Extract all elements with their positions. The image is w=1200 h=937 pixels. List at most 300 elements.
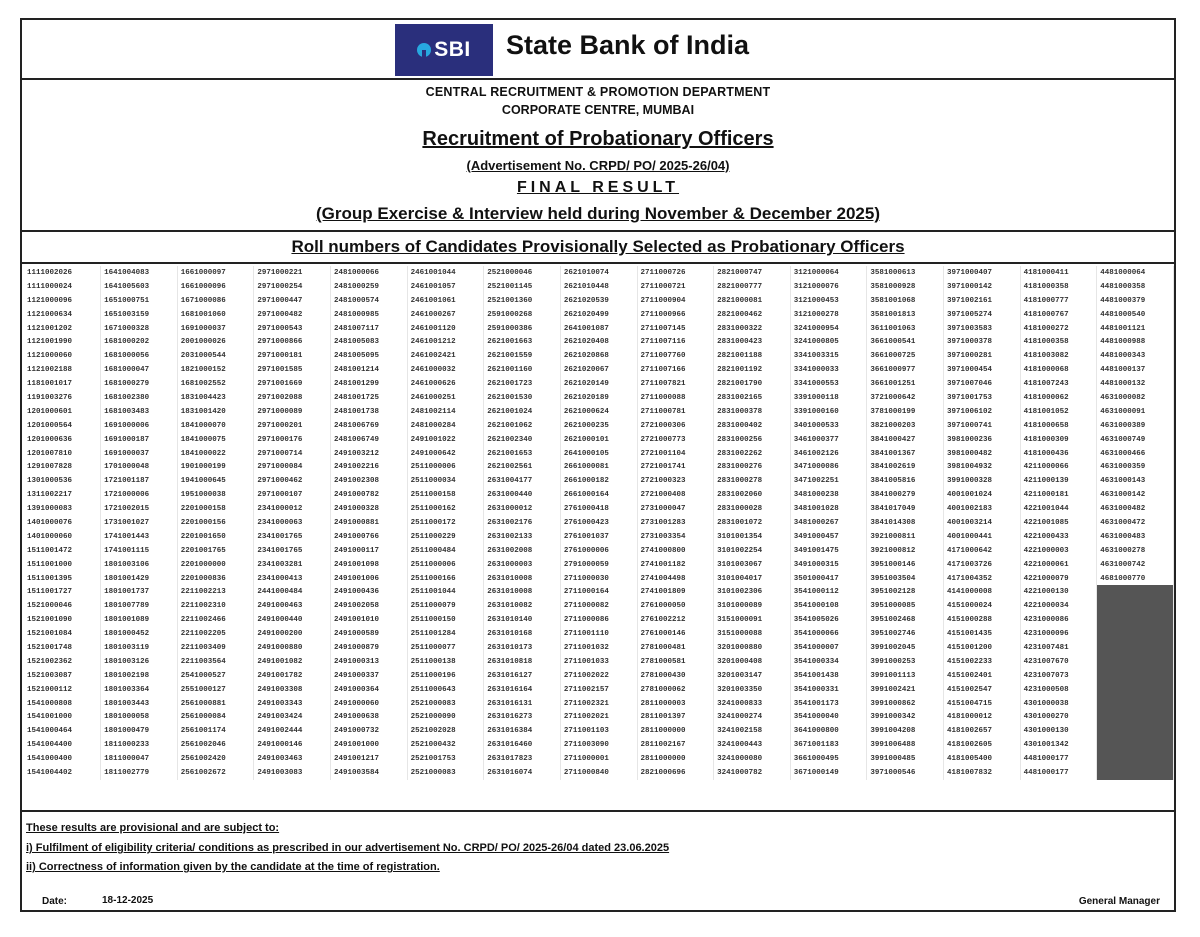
roll-number-cell: 2201001765 xyxy=(177,544,254,558)
roll-number-cell: 2621001530 xyxy=(484,391,561,405)
roll-number-cell: 2721001104 xyxy=(637,447,714,461)
roll-number-cell: 1841000075 xyxy=(177,433,254,447)
roll-number-cell: 3661001251 xyxy=(867,377,944,391)
roll-number-cell: 2621001559 xyxy=(484,349,561,363)
roll-number-cell: 3461002126 xyxy=(790,447,867,461)
table-row xyxy=(24,391,1174,405)
roll-number-cell: 2461001120 xyxy=(407,322,484,336)
roll-number-cell: 4481000177 xyxy=(1020,766,1097,780)
roll-number-cell: 2511000196 xyxy=(407,669,484,683)
roll-number-cell: 4301001342 xyxy=(1020,738,1097,752)
roll-number-cell: 3201000408 xyxy=(714,655,791,669)
roll-number-cell: 2511000643 xyxy=(407,683,484,697)
roll-number-cell: 3541000040 xyxy=(790,711,867,725)
roll-number-cell: 4481000540 xyxy=(1097,308,1174,322)
roll-number-cell: 2821001192 xyxy=(714,363,791,377)
roll-number-cell: 1511001000 xyxy=(24,558,101,572)
roll-number-cell: 2621002561 xyxy=(484,460,561,474)
roll-number-cell: 1801000452 xyxy=(101,627,178,641)
table-row xyxy=(24,419,1174,433)
roll-number-cell: 2791000059 xyxy=(560,558,637,572)
roll-number-cell: 2631016460 xyxy=(484,738,561,752)
roll-number-cell: 2521001360 xyxy=(484,294,561,308)
roll-number-cell: 2481002114 xyxy=(407,405,484,419)
department-name: CENTRAL RECRUITMENT & PROMOTION DEPARTMENT xyxy=(425,85,771,99)
roll-number-cell: 2711007166 xyxy=(637,363,714,377)
roll-number-cell: 3971000281 xyxy=(944,349,1021,363)
roll-number-cell: 4001000441 xyxy=(944,530,1021,544)
roll-number-cell: 2641001087 xyxy=(560,322,637,336)
roll-number-cell: 3491001475 xyxy=(790,544,867,558)
result-document xyxy=(20,18,1176,912)
roll-number-cell: 4481001121 xyxy=(1097,322,1174,336)
roll-number-cell: 3241002158 xyxy=(714,724,791,738)
roll-number-cell: 3201000880 xyxy=(714,641,791,655)
roll-number-cell: 2761000418 xyxy=(560,502,637,516)
roll-number-cell: 1941000645 xyxy=(177,474,254,488)
advertisement-number: (Advertisement No. CRPD/ PO/ 2025-26/04) xyxy=(466,158,730,173)
roll-number-cell: 2481001725 xyxy=(331,391,408,405)
roll-number-cell: 1841000070 xyxy=(177,419,254,433)
roll-number-cell: 3541001438 xyxy=(790,669,867,683)
roll-number-cell: 1681002380 xyxy=(101,391,178,405)
roll-number-cell: 1721002015 xyxy=(101,502,178,516)
roll-number-cell: 2971000107 xyxy=(254,488,331,502)
roll-number-cell: 2711001103 xyxy=(560,724,637,738)
roll-number-cell: 1511001472 xyxy=(24,544,101,558)
roll-number-cell: 3541001173 xyxy=(790,697,867,711)
roll-number-cell: 2631010082 xyxy=(484,599,561,613)
roll-number-cell: 4631000483 xyxy=(1097,530,1174,544)
roll-number-cell: 2971000482 xyxy=(254,308,331,322)
roll-number-cell: 2201000156 xyxy=(177,516,254,530)
roll-number-cell: 3971000142 xyxy=(944,280,1021,294)
roll-number-cell: 2481000985 xyxy=(331,308,408,322)
roll-number-cell: 4181001052 xyxy=(1020,405,1097,419)
roll-number-cell: 2491000146 xyxy=(254,738,331,752)
roll-number-cell: 2831000028 xyxy=(714,502,791,516)
roll-number-cell: 2341001765 xyxy=(254,544,331,558)
roll-number-cell: 3921000812 xyxy=(867,544,944,558)
roll-number-cell: 2481001299 xyxy=(331,377,408,391)
roll-number-cell: 2831002060 xyxy=(714,488,791,502)
roll-number-cell: 3971002161 xyxy=(944,294,1021,308)
roll-number-cell: 2721000306 xyxy=(637,419,714,433)
roll-number-cell: 2971000176 xyxy=(254,433,331,447)
provisional-note: These results are provisional and are subject to: xyxy=(26,822,280,834)
recruitment-title: Recruitment of Probationary Officers xyxy=(422,128,774,150)
roll-number-cell: 4001001024 xyxy=(944,488,1021,502)
table-row xyxy=(24,447,1174,461)
roll-number-cell: 2621020539 xyxy=(560,294,637,308)
roll-number-cell: 4221000034 xyxy=(1020,599,1097,613)
table-row xyxy=(24,655,1174,669)
roll-number-cell: 3991000342 xyxy=(867,711,944,725)
roll-number-cell: 3391000118 xyxy=(790,391,867,405)
roll-number-table xyxy=(24,266,1174,780)
roll-number-cell: 2461001061 xyxy=(407,294,484,308)
roll-number-cell: 4631000389 xyxy=(1097,419,1174,433)
roll-number-cell: 3991000253 xyxy=(867,655,944,669)
roll-number-cell: 2631002176 xyxy=(484,516,561,530)
roll-number-cell: 2811000003 xyxy=(637,697,714,711)
roll-number-cell: 3341003315 xyxy=(790,349,867,363)
roll-number-cell: 4181000012 xyxy=(944,711,1021,725)
roll-number-cell: 4631000082 xyxy=(1097,391,1174,405)
roll-number-cell: 4151001435 xyxy=(944,627,1021,641)
roll-number-cell: 3101000089 xyxy=(714,599,791,613)
roll-number-cell: 4631000749 xyxy=(1097,433,1174,447)
roll-number-cell: 2971000866 xyxy=(254,335,331,349)
roll-number-cell: 3951002468 xyxy=(867,613,944,627)
roll-number-cell: 4181000436 xyxy=(1020,447,1097,461)
roll-number-cell: 2491000642 xyxy=(407,447,484,461)
blank-cell xyxy=(1097,738,1174,752)
roll-number-cell: 2491000782 xyxy=(331,488,408,502)
roll-number-cell: 3541005026 xyxy=(790,613,867,627)
roll-number-cell: 3541000331 xyxy=(790,683,867,697)
roll-number-cell: 2971000543 xyxy=(254,322,331,336)
roll-number-cell: 2831000256 xyxy=(714,433,791,447)
roll-number-cell: 2341000012 xyxy=(254,502,331,516)
roll-number-cell: 3841000279 xyxy=(867,488,944,502)
roll-number-cell: 3541000108 xyxy=(790,599,867,613)
roll-number-cell: 3971007046 xyxy=(944,377,1021,391)
roll-number-cell: 2491000364 xyxy=(331,683,408,697)
roll-number-cell: 2511000229 xyxy=(407,530,484,544)
roll-number-cell: 3501000417 xyxy=(790,572,867,586)
roll-number-cell: 3241000080 xyxy=(714,752,791,766)
roll-number-cell: 3971000741 xyxy=(944,419,1021,433)
roll-number-cell: 4181000062 xyxy=(1020,391,1097,405)
roll-number-cell: 2971000221 xyxy=(254,266,331,280)
roll-number-cell: 1691000006 xyxy=(101,419,178,433)
roll-number-cell: 2761000423 xyxy=(560,516,637,530)
roll-number-cell: 2491000440 xyxy=(254,613,331,627)
roll-number-cell: 1521001090 xyxy=(24,613,101,627)
roll-number-cell: 2621001160 xyxy=(484,363,561,377)
roll-number-cell: 1521002362 xyxy=(24,655,101,669)
roll-number-cell: 1741001115 xyxy=(101,544,178,558)
roll-number-cell: 2971000714 xyxy=(254,447,331,461)
roll-number-cell: 2341001765 xyxy=(254,530,331,544)
roll-number-cell: 1401000076 xyxy=(24,516,101,530)
roll-number-cell: 2511000158 xyxy=(407,488,484,502)
roll-number-cell: 4141000008 xyxy=(944,585,1021,599)
roll-number-cell: 1121002188 xyxy=(24,363,101,377)
roll-number-cell: 3671000149 xyxy=(790,766,867,780)
roll-number-cell: 1121000096 xyxy=(24,294,101,308)
roll-number-cell: 1801007789 xyxy=(101,599,178,613)
roll-number-cell: 3991002045 xyxy=(867,641,944,655)
roll-number-cell: 2741004498 xyxy=(637,572,714,586)
roll-number-cell: 2971000447 xyxy=(254,294,331,308)
roll-number-cell: 3991000862 xyxy=(867,697,944,711)
roll-number-cell: 1681002552 xyxy=(177,377,254,391)
roll-number-cell: 3341000033 xyxy=(790,363,867,377)
roll-number-cell: 1951000038 xyxy=(177,488,254,502)
roll-number-cell: 2711000966 xyxy=(637,308,714,322)
roll-number-cell: 2491003424 xyxy=(254,711,331,725)
roll-number-cell: 2711000086 xyxy=(560,613,637,627)
final-result-heading: FINAL RESULT xyxy=(516,179,680,196)
roll-number-cell: 2491000200 xyxy=(254,627,331,641)
roll-number-cell: 1181001017 xyxy=(24,377,101,391)
roll-number-cell: 3121000064 xyxy=(790,266,867,280)
roll-number-cell: 3581000928 xyxy=(867,280,944,294)
table-row xyxy=(24,516,1174,530)
roll-number-cell: 2631000440 xyxy=(484,488,561,502)
roll-number-cell: 2631016127 xyxy=(484,669,561,683)
roll-number-cell: 2711000030 xyxy=(560,572,637,586)
roll-number-cell: 2341000063 xyxy=(254,516,331,530)
roll-number-cell: 4681000770 xyxy=(1097,572,1174,586)
roll-number-cell: 1511001727 xyxy=(24,585,101,599)
sbi-logo xyxy=(395,24,493,76)
roll-number-cell: 2491000328 xyxy=(331,502,408,516)
roll-number-cell: 2521000083 xyxy=(407,766,484,780)
roll-number-cell: 2461001212 xyxy=(407,335,484,349)
roll-number-cell: 2001000026 xyxy=(177,335,254,349)
roll-number-cell: 4481000132 xyxy=(1097,377,1174,391)
corporate-centre: CORPORATE CENTRE, MUMBAI xyxy=(501,103,695,117)
roll-number-cell: 2711000721 xyxy=(637,280,714,294)
roll-number-cell: 2481005095 xyxy=(331,349,408,363)
roll-number-cell: 2761000146 xyxy=(637,627,714,641)
roll-number-cell: 2461000626 xyxy=(407,377,484,391)
roll-number-cell: 2491003463 xyxy=(254,752,331,766)
roll-number-cell: 2521001145 xyxy=(484,280,561,294)
roll-number-cell: 2631002008 xyxy=(484,544,561,558)
roll-number-cell: 2561002046 xyxy=(177,738,254,752)
roll-number-cell: 3611001063 xyxy=(867,322,944,336)
roll-number-cell: 3151000088 xyxy=(714,627,791,641)
roll-number-cell: 4221001044 xyxy=(1020,502,1097,516)
roll-number-cell: 2441000484 xyxy=(254,585,331,599)
roll-number-cell: 2721001741 xyxy=(637,460,714,474)
roll-number-cell: 2491001022 xyxy=(407,433,484,447)
roll-number-cell: 2481006769 xyxy=(331,419,408,433)
roll-number-cell: 3971003583 xyxy=(944,322,1021,336)
bank-name: State Bank of India xyxy=(506,30,750,60)
roll-number-cell: 2821000747 xyxy=(714,266,791,280)
roll-number-cell: 1691000187 xyxy=(101,433,178,447)
roll-number-cell: 2621000624 xyxy=(560,405,637,419)
roll-number-cell: 2521000083 xyxy=(407,697,484,711)
roll-number-cell: 2491002216 xyxy=(331,460,408,474)
roll-number-cell: 2511000166 xyxy=(407,572,484,586)
roll-number-cell: 2831000423 xyxy=(714,335,791,349)
roll-number-cell: 2711007760 xyxy=(637,349,714,363)
blank-cell xyxy=(1097,613,1174,627)
table-row xyxy=(24,280,1174,294)
table-row xyxy=(24,641,1174,655)
roll-number-cell: 2481001738 xyxy=(331,405,408,419)
roll-number-cell: 3981000482 xyxy=(944,447,1021,461)
roll-number-cell: 2811000000 xyxy=(637,752,714,766)
roll-number-cell: 2831002165 xyxy=(714,391,791,405)
roll-number-cell: 2811002167 xyxy=(637,738,714,752)
roll-numbers-heading: Roll numbers of Candidates Provisionally Selected as Probationary Officers xyxy=(291,237,905,256)
roll-number-cell: 2521000090 xyxy=(407,711,484,725)
roll-number-cell: 3971000454 xyxy=(944,363,1021,377)
roll-number-cell: 4631000091 xyxy=(1097,405,1174,419)
roll-number-cell: 3951000146 xyxy=(867,558,944,572)
roll-number-cell: 2811000000 xyxy=(637,724,714,738)
condition-eligibility: i) Fulfilment of eligibility criteria/ conditions as prescribed in our advertisement No. CRPD/ PO/ 2025-26/04 dated 23.06.2025 xyxy=(26,842,670,854)
roll-number-cell: 3841014308 xyxy=(867,516,944,530)
roll-number-cell: 3471002251 xyxy=(790,474,867,488)
roll-number-cell: 2711003090 xyxy=(560,738,637,752)
roll-number-cell: 1671000086 xyxy=(177,294,254,308)
roll-number-cell: 4181005400 xyxy=(944,752,1021,766)
roll-number-cell: 4631000482 xyxy=(1097,502,1174,516)
roll-number-cell: 1801003106 xyxy=(101,558,178,572)
roll-number-cell: 2521000432 xyxy=(407,738,484,752)
blank-cell xyxy=(1097,669,1174,683)
roll-number-cell: 3241000805 xyxy=(790,335,867,349)
roll-number-cell: 2621010074 xyxy=(560,266,637,280)
roll-number-cell: 2461000032 xyxy=(407,363,484,377)
roll-number-cell: 2781000481 xyxy=(637,641,714,655)
roll-number-cell: 1811000233 xyxy=(101,738,178,752)
roll-number-cell: 2491000589 xyxy=(331,627,408,641)
table-row xyxy=(24,697,1174,711)
roll-number-cell: 2521002028 xyxy=(407,724,484,738)
roll-number-cell: 2631000003 xyxy=(484,558,561,572)
roll-number-cell: 2491000766 xyxy=(331,530,408,544)
roll-number-cell: 2631010818 xyxy=(484,655,561,669)
roll-number-cell: 2491000638 xyxy=(331,711,408,725)
table-row xyxy=(24,460,1174,474)
roll-number-cell: 1391000083 xyxy=(24,502,101,516)
roll-number-cell: 4631000466 xyxy=(1097,447,1174,461)
roll-number-cell: 2821001790 xyxy=(714,377,791,391)
roll-number-cell: 1111000024 xyxy=(24,280,101,294)
roll-number-cell: 2971000089 xyxy=(254,405,331,419)
roll-number-cell: 1821000152 xyxy=(177,363,254,377)
roll-number-cell: 1201000601 xyxy=(24,405,101,419)
roll-number-grid xyxy=(24,266,1174,808)
roll-number-cell: 1661000096 xyxy=(177,280,254,294)
roll-number-cell: 3951000085 xyxy=(867,599,944,613)
roll-number-cell: 2831001072 xyxy=(714,516,791,530)
roll-number-cell: 2631016131 xyxy=(484,697,561,711)
roll-number-cell: 2631017823 xyxy=(484,752,561,766)
roll-number-cell: 2491000337 xyxy=(331,669,408,683)
roll-number-cell: 3101002306 xyxy=(714,585,791,599)
roll-number-cell: 3481000267 xyxy=(790,516,867,530)
roll-number-cell: 2481005083 xyxy=(331,335,408,349)
roll-number-cell: 2561001174 xyxy=(177,724,254,738)
roll-number-cell: 4151000288 xyxy=(944,613,1021,627)
table-row xyxy=(24,474,1174,488)
roll-number-cell: 3661000495 xyxy=(790,752,867,766)
roll-number-cell: 3781000199 xyxy=(867,405,944,419)
roll-number-cell: 1681000279 xyxy=(101,377,178,391)
roll-number-cell: 2631016273 xyxy=(484,711,561,725)
roll-number-cell: 4151001200 xyxy=(944,641,1021,655)
roll-number-cell: 2491001000 xyxy=(331,738,408,752)
roll-number-cell: 2621002340 xyxy=(484,433,561,447)
roll-number-cell: 4181000068 xyxy=(1020,363,1097,377)
roll-number-cell: 3121000453 xyxy=(790,294,867,308)
roll-number-cell: 1121001202 xyxy=(24,322,101,336)
roll-number-cell: 1801001429 xyxy=(101,572,178,586)
table-row xyxy=(24,308,1174,322)
roll-number-cell: 4481000064 xyxy=(1097,266,1174,280)
roll-number-cell: 2971000084 xyxy=(254,460,331,474)
roll-number-cell: 1741001443 xyxy=(101,530,178,544)
roll-number-cell: 3991002421 xyxy=(867,683,944,697)
roll-number-cell: 2721000773 xyxy=(637,433,714,447)
roll-number-cell: 2821001188 xyxy=(714,349,791,363)
roll-number-cell: 2491000463 xyxy=(254,599,331,613)
roll-number-cell: 1801000479 xyxy=(101,724,178,738)
roll-number-cell: 4631000278 xyxy=(1097,544,1174,558)
roll-number-cell: 2631016164 xyxy=(484,683,561,697)
roll-number-cell: 2711002157 xyxy=(560,683,637,697)
roll-number-cell: 1641004083 xyxy=(101,266,178,280)
roll-number-cell: 2621010448 xyxy=(560,280,637,294)
document-footer xyxy=(22,810,1174,910)
roll-number-cell: 4631000472 xyxy=(1097,516,1174,530)
roll-number-cell: 3991001113 xyxy=(867,669,944,683)
blank-cell xyxy=(1097,752,1174,766)
roll-number-cell: 4181002657 xyxy=(944,724,1021,738)
roll-number-cell: 3341000553 xyxy=(790,377,867,391)
roll-number-cell: 2491002308 xyxy=(331,474,408,488)
roll-number-cell: 2971000254 xyxy=(254,280,331,294)
roll-number-cell: 2511000006 xyxy=(407,558,484,572)
roll-number-cell: 4181000767 xyxy=(1020,308,1097,322)
roll-number-cell: 4631000142 xyxy=(1097,488,1174,502)
roll-number-cell: 2631016384 xyxy=(484,724,561,738)
roll-number-cell: 3471000086 xyxy=(790,460,867,474)
roll-number-cell: 2201001650 xyxy=(177,530,254,544)
group-exercise-note: (Group Exercise & Interview held during November & December 2025) xyxy=(315,204,880,223)
roll-number-cell: 1681000056 xyxy=(101,349,178,363)
roll-number-cell: 2781000430 xyxy=(637,669,714,683)
roll-number-cell: 2711000164 xyxy=(560,585,637,599)
roll-number-cell: 3391000160 xyxy=(790,405,867,419)
roll-number-cell: 3991004208 xyxy=(867,724,944,738)
roll-number-cell: 2821000081 xyxy=(714,294,791,308)
roll-number-cell: 4481000988 xyxy=(1097,335,1174,349)
roll-number-cell: 2561000881 xyxy=(177,697,254,711)
roll-number-cell: 4151002233 xyxy=(944,655,1021,669)
roll-number-cell: 4171004352 xyxy=(944,572,1021,586)
roll-number-cell: 1311002217 xyxy=(24,488,101,502)
date-label: Date: xyxy=(42,896,68,907)
roll-number-cell: 2201000000 xyxy=(177,558,254,572)
roll-number-cell: 2631016074 xyxy=(484,766,561,780)
roll-number-cell: 2491001217 xyxy=(331,752,408,766)
roll-number-cell: 1801003443 xyxy=(101,697,178,711)
roll-number-cell: 2491002058 xyxy=(331,599,408,613)
roll-number-cell: 2821000462 xyxy=(714,308,791,322)
roll-number-cell: 1831004423 xyxy=(177,391,254,405)
roll-number-cell: 1811002779 xyxy=(101,766,178,780)
blank-cell xyxy=(1097,641,1174,655)
table-row xyxy=(24,669,1174,683)
table-row xyxy=(24,572,1174,586)
table-row xyxy=(24,558,1174,572)
date-value: 18-12-2025 xyxy=(102,895,154,906)
roll-number-cell: 4231007670 xyxy=(1020,655,1097,669)
roll-number-cell: 4221000433 xyxy=(1020,530,1097,544)
roll-number-cell: 1801000058 xyxy=(101,711,178,725)
